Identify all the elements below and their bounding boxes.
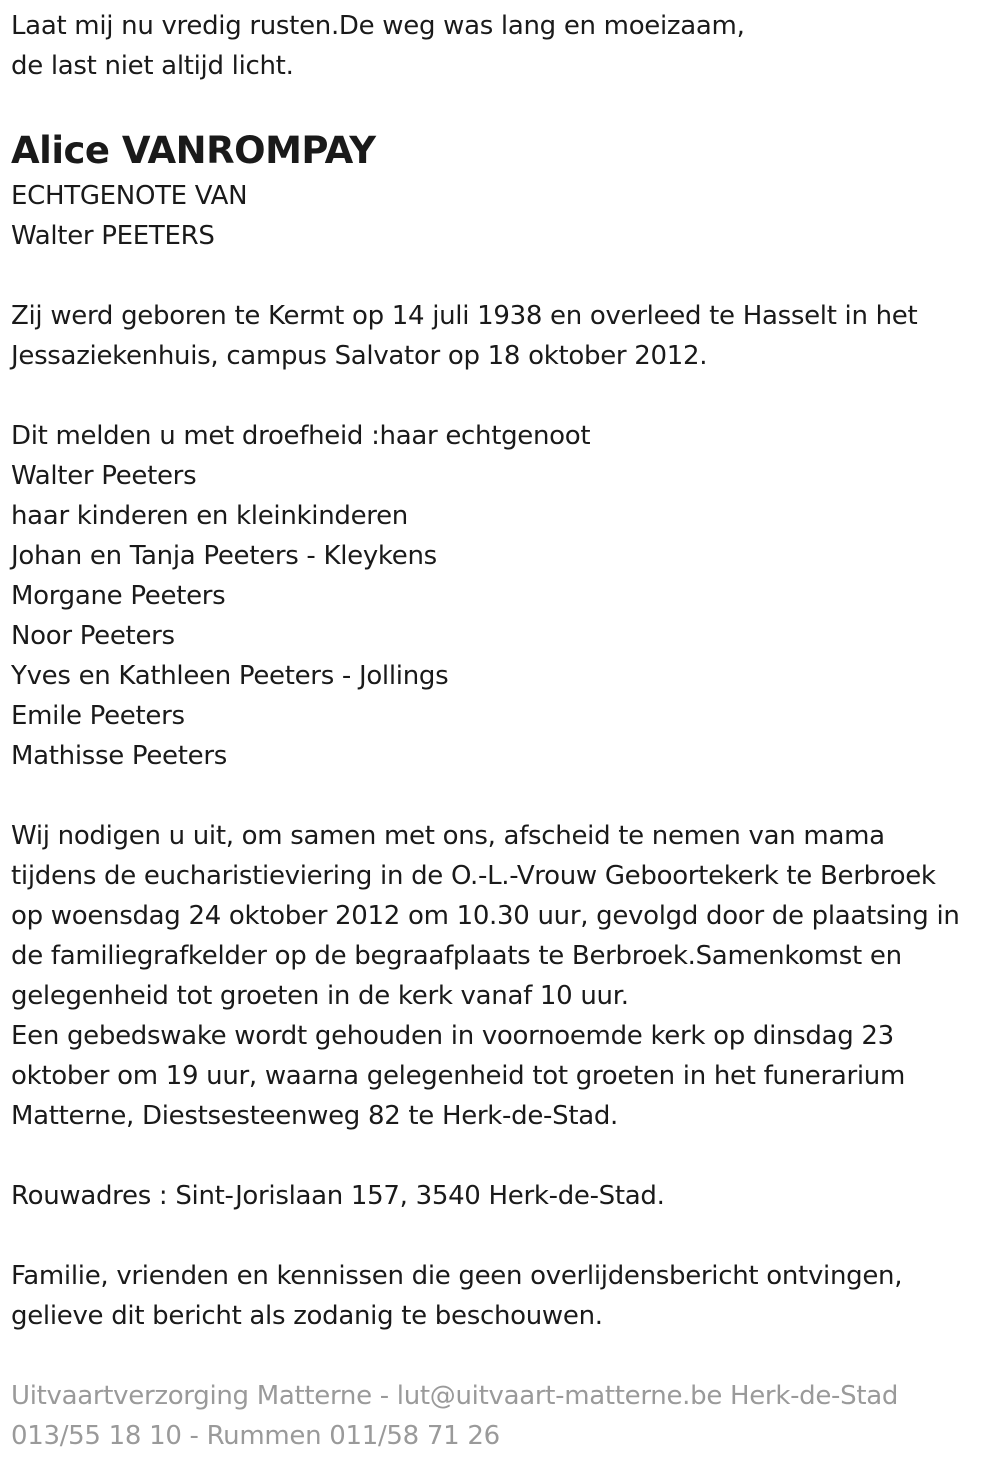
paragraph-line: gelieve dit bericht als zodanig te beschouwen. xyxy=(11,1301,603,1331)
announcers-list xyxy=(11,416,996,776)
paragraph-line: Een gebedswake wordt gehouden in voornoemde kerk op dinsdag 23 xyxy=(11,1021,894,1051)
announcer-line: Johan en Tanja Peeters - Kleykens xyxy=(11,541,437,571)
motto-line: de last niet altijd licht. xyxy=(11,51,294,81)
spacer xyxy=(11,776,996,816)
announcer-line: Emile Peeters xyxy=(11,701,185,731)
announcer-line: Morgane Peeters xyxy=(11,581,226,611)
deceased-name: Alice VANROMPAY xyxy=(11,129,376,172)
announcer-line: Dit melden u met droefheid :haar echtgenoot xyxy=(11,421,591,451)
funeral-home-footer xyxy=(11,1376,996,1456)
paragraph-line: op woensdag 24 oktober 2012 om 10.30 uur, gevolgd door de plaatsing in xyxy=(11,901,960,931)
footer-line: 013/55 18 10 - Rummen 011/58 71 26 xyxy=(11,1421,500,1451)
mourning-address: Rouwadres : Sint-Jorislaan 157, 3540 Herk-de-Stad. xyxy=(11,1181,665,1211)
spacer xyxy=(11,376,996,416)
announcer-line: Mathisse Peeters xyxy=(11,741,227,771)
paragraph-line: gelegenheid tot groeten in de kerk vanaf 10 uur. xyxy=(11,981,629,1011)
announcer-line: haar kinderen en kleinkinderen xyxy=(11,501,408,531)
notice-paragraph xyxy=(11,1256,996,1336)
paragraph-line: Matterne, Diestsesteenweg 82 te Herk-de-Stad. xyxy=(11,1101,619,1131)
spacer xyxy=(11,1216,996,1256)
spacer xyxy=(11,1136,996,1176)
announcer-line: Yves en Kathleen Peeters - Jollings xyxy=(11,661,449,691)
paragraph-line: oktober om 19 uur, waarna gelegenheid tot groeten in het funerarium xyxy=(11,1061,906,1091)
paragraph-line: tijdens de eucharistieviering in de O.-L.-Vrouw Geboortekerk te Berbroek xyxy=(11,861,936,891)
paragraph-line: Zij werd geboren te Kermt op 14 juli 1938 en overleed te Hasselt in het xyxy=(11,301,918,331)
footer-line: Uitvaartverzorging Matterne - lut@uitvaart-matterne.be Herk-de-Stad xyxy=(11,1381,899,1411)
obituary-document xyxy=(11,0,996,1456)
birth-death-paragraph xyxy=(11,296,996,376)
announcer-line: Noor Peeters xyxy=(11,621,175,651)
paragraph-line: Wij nodigen u uit, om samen met ons, afscheid te nemen van mama xyxy=(11,821,885,851)
paragraph-line: Jessaziekenhuis, campus Salvator op 18 oktober 2012. xyxy=(11,341,708,371)
relation-label: ECHTGENOTE VAN xyxy=(11,181,248,211)
announcer-line: Walter Peeters xyxy=(11,461,197,491)
paragraph-line: Familie, vrienden en kennissen die geen overlijdensbericht ontvingen, xyxy=(11,1261,903,1291)
paragraph-line: de familiegrafkelder op de begraafplaats te Berbroek.Samenkomst en xyxy=(11,941,902,971)
spacer xyxy=(11,256,996,296)
ceremony-paragraph xyxy=(11,816,996,1136)
spacer xyxy=(11,1336,996,1376)
motto-line: Laat mij nu vredig rusten.De weg was lang en moeizaam, xyxy=(11,11,745,41)
spouse-name: Walter PEETERS xyxy=(11,221,215,251)
motto xyxy=(11,6,996,86)
